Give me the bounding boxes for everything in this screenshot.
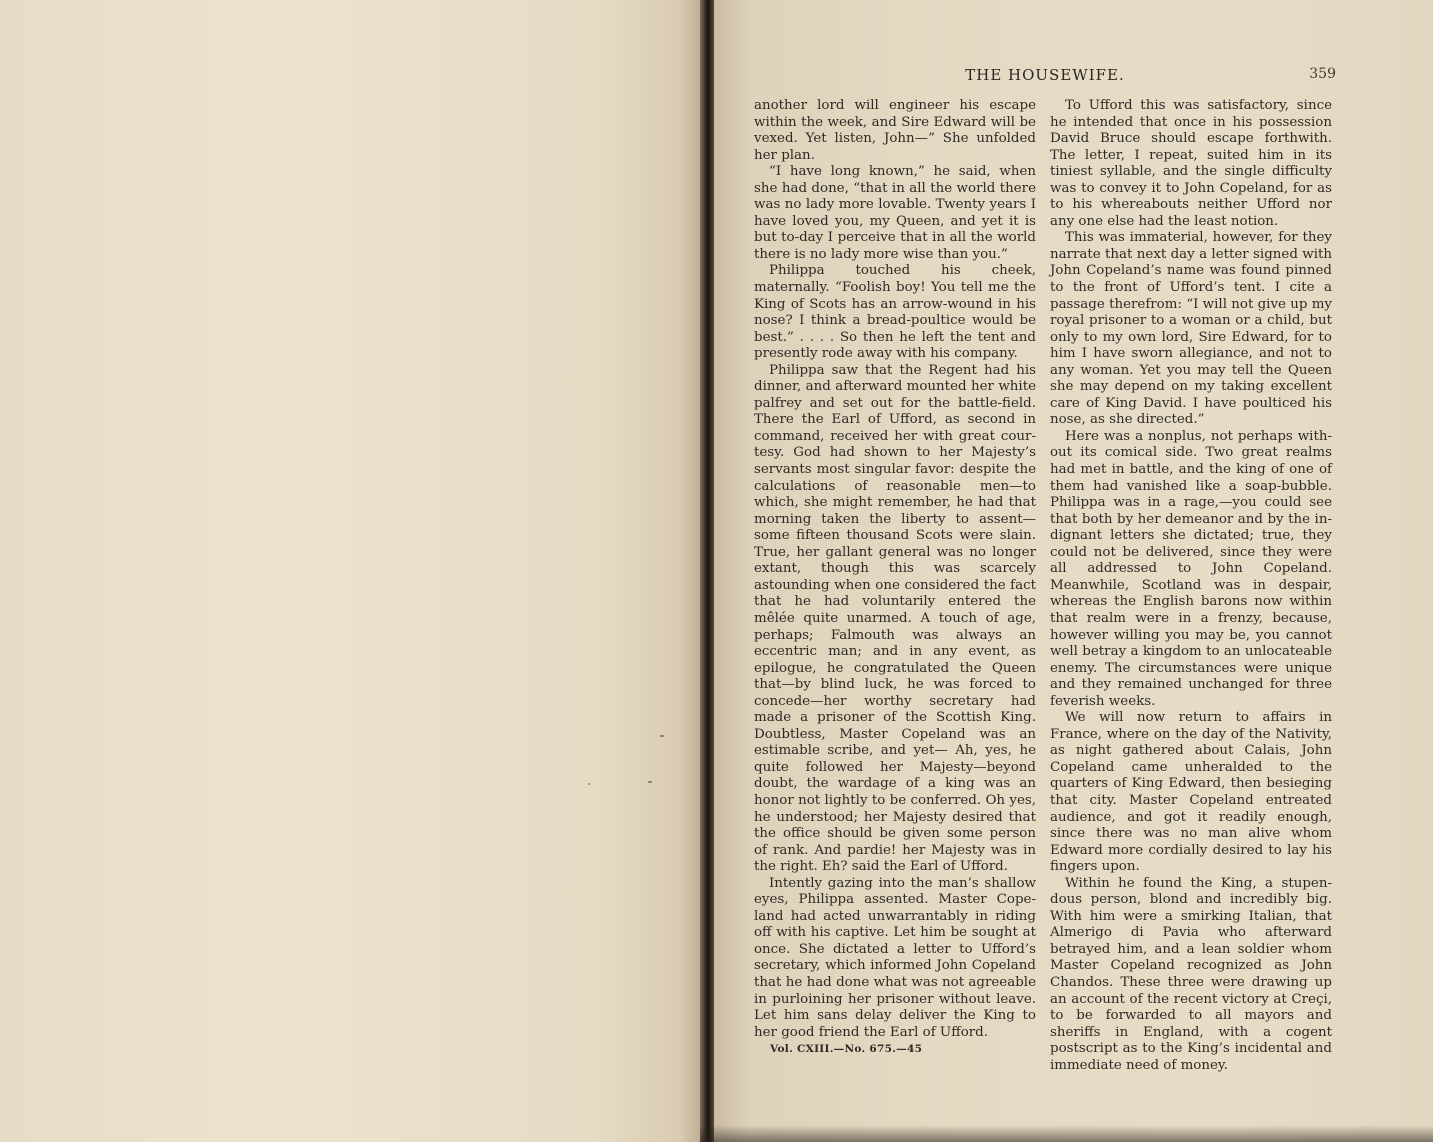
page-edge-shadow [700, 1125, 1433, 1142]
paper-speck [660, 735, 664, 737]
paper-speck [648, 781, 652, 783]
paragraph: Philippa touched his cheek, maternally. “Foolish boy! You tell me the King of Scots has an arrow-wound in his nose? I think a bread-poultice would be best.” . . . . So then he left the tent and presently rode away with his company. [754, 263, 1036, 362]
paragraph: Here was a nonplus, not perhaps without its comical side. Two great realms had met in battle, and the king of one of them had vanished like a soap-bubble. Philippa was in a rage,—you could see that both by her demeanor and by the indignant letters she dictated; true, they could not be delivered, since they were all addressed to John Copeland. Meanwhile, Scotland was in despair, whereas the English barons now within that realm were in a frenzy, because, however willing you may be, you cannot well betray a kingdom to an unlocateable enemy. The circumstances were unique and they remained unchanged for three feverish weeks. [1050, 428, 1332, 709]
paragraph: To Ufford this was satisfactory, since he intended that once in his possession David Bruce should escape forthwith. The letter, I repeat, suited him in its tiniest syllable, and the single difficulty was to convey it to John Copeland, for as to his whereabouts neither Ufford nor any one else had the least notion. [1050, 98, 1332, 229]
left-blank-page [0, 0, 700, 1142]
running-title: THE HOUSEWIFE. [965, 66, 1125, 84]
signature-mark: Vol. CXIII.—No. 675.—45 [770, 1043, 923, 1055]
paragraph: This was immaterial, however, for they narrate that next day a letter signed with John Copeland’s name was found pinned to the front of Ufford’s tent. I cite a passage therefrom: “I will not give up my royal prisoner to a woman or a child, but only to my own lord, Sire Edward, for to him I have sworn allegiance, and not to any woman. Yet you may tell the Queen she may depend on my taking excellent care of King David. I have poulticed his nose, as she directed.” [1050, 230, 1332, 428]
paragraph: We will now return to affairs in France, where on the day of the Nativity, as night gathered about Calais, John Copeland came unheralded to the quarters of King Edward, then besieging that city. Master Copeland entreated audience, and got it readily enough, since there was no man alive whom Edward more cordially desired to lay his fingers upon. [1050, 710, 1332, 875]
paragraph: “I have long known,” he said, when she had done, “that in all the world there was no lady more lovable. Twenty years I have loved you, my Queen, and yet it is but to-day I perceive that in all the world there is no lady more wise than you.” [754, 164, 1036, 262]
paragraph: Philippa saw that the Regent had his dinner, and afterward mounted her white palfrey and set out for the battle-field. There the Earl of Ufford, as second in command, received her with great courtesy. God had shown to her Majesty’s servants most singular favor: despite the calculations of reasonable men—to which, she might remember, he had that morning taken the liberty to assent—some fifteen thousand Scots were slain. True, her gallant general was no longer extant, though this was scarcely astounding when one considered the fact that he had voluntarily entered the mêlée quite unarmed. A touch of age, perhaps; Falmouth was always an eccentric man; and in any event, as epilogue, he congratulated the Queen that—by blind luck, he was forced to concede—her worthy secretary had made a prisoner of the Scottish King. Doubtless, Master Copeland was an estimable scribe, and yet— Ah, yes, he quite followed her Majesty—beyond doubt, the wardage of a king was an honor not lightly to be conferred. Oh yes, he understood; her Majesty desired that the office should be given some person of rank. And pardie! her Majesty was in the right. Eh? said the Earl of Ufford. [754, 362, 1036, 875]
paper-speck [588, 783, 590, 785]
page-number: 359 [1309, 66, 1336, 82]
text-column-right [1050, 98, 1332, 1074]
page-header [754, 64, 1336, 88]
book-gutter [700, 0, 714, 1142]
paragraph: another lord will engineer his escape within the week, and Sire Edward will be vexed. Yet listen, John—” She unfolded her plan. [754, 98, 1036, 163]
paragraph: Within he found the King, a stupendous person, blond and incredibly big. With him were a smirking Italian, that Almerigo di Pavia who afterward betrayed him, and a lean soldier whom Master Copeland recognized as John Chandos. These three were drawing up an account of the recent victory at Creçi, to be forwarded to all mayors and sheriffs in England, with a cogent postscript as to the King’s incidental and immediate need of money. [1050, 875, 1332, 1073]
text-column-left [754, 98, 1036, 1041]
paragraph: Intently gazing into the man’s shallow eyes, Philippa assented. Master Copeland had acted unwarrantably in riding off with his captive. Let him be sought at once. She dictated a letter to Ufford’s secretary, which informed John Copeland that he had done what was not agreeable in purloining her prisoner without leave. Let him sans delay deliver the King to her good friend the Earl of Ufford. [754, 875, 1036, 1040]
